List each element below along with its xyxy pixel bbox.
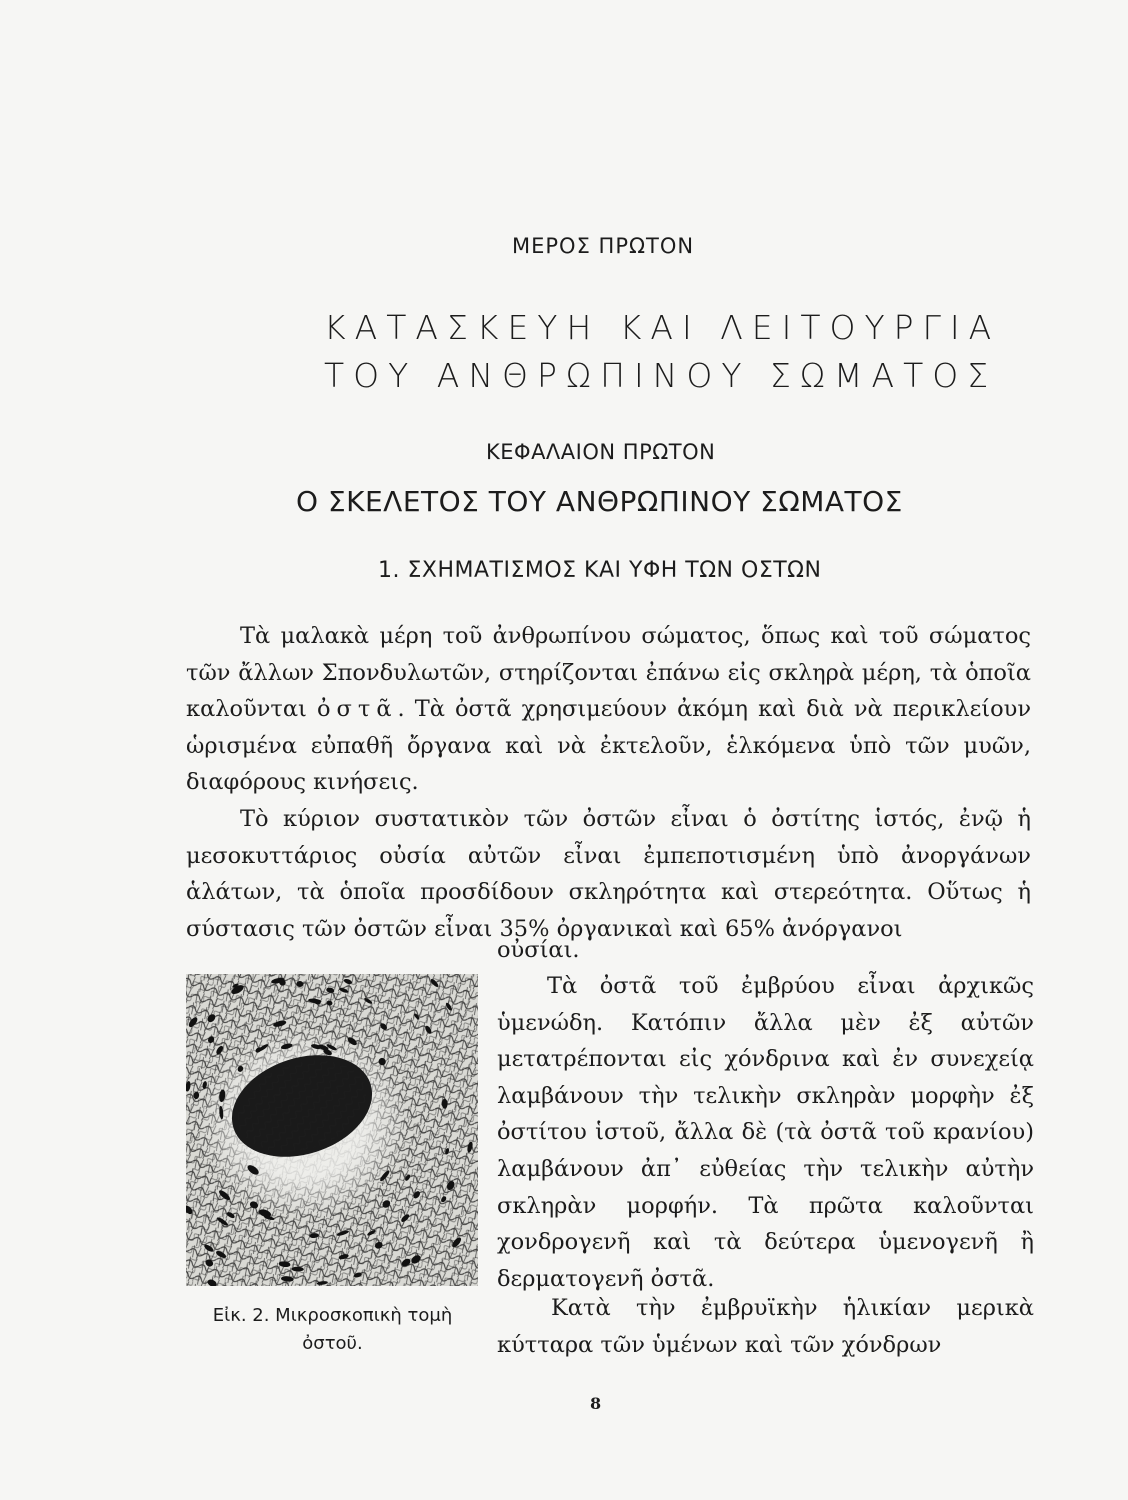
- paragraph-1-term: ὀστᾶ: [316, 696, 398, 723]
- paragraph-1: [186, 618, 1031, 801]
- page-number: 8: [590, 1394, 602, 1413]
- paragraph-1-part-a: Τὰ μαλακὰ μέρη τοῦ ἀνθρωπίνου σώματος, ὅπως καὶ τοῦ σώματος τῶν ἄλλων Σπονδυλωτῶν, στηρίζονται ἐπάνω εἰς σκληρὰ μέρη, τὰ ὁποῖα καλοῦνται: [186, 623, 1031, 723]
- bone-micrograph-figure: [186, 974, 478, 1286]
- section-title: 1. ΣΧΗΜΑΤΙΣΜΟΣ ΚΑΙ ΥΦΗ ΤΩΝ ΟΣΤΩΝ: [378, 558, 822, 583]
- paragraph-3: Τὰ ὀστᾶ τοῦ ἐμβρύου εἶναι ἀρχικῶς ὑμενώδη. Κατόπιν ἄλλα μὲν ἐξ αὐτῶν μετατρέπονται εἰς χόνδρινα καὶ ἐν συνεχείᾳ λαμβάνουν τὴν τελικὴν σκληρὰν μορφὴν ἐξ ὀστίτου ἱστοῦ, ἄλλα δὲ (τὰ ὀστᾶ τοῦ κρανίου) λαμβάνουν ἀπ᾽ εὐθείας τὴν τελικὴν αὐτὴν σκληρὰν μορφήν. Τὰ πρῶτα καλοῦνται χονδρογενῆ καὶ τὰ δεύτερα ὑμενογενῆ ἢ δερματογενῆ ὀστᾶ.: [497, 973, 1034, 1292]
- paragraph-1-part-b: . Τὰ ὀστᾶ χρησιμεύουν ἀκόμη καὶ διὰ νὰ περικλείουν ὡρισμένα εὐπαθῆ ὄργανα καὶ νὰ ἐκτελοῦν, ἑλκόμενα ὑπὸ τῶν μυῶν, διαφόρους κινήσεις.: [186, 696, 1031, 796]
- chapter-label: ΚΕΦΑΛΑΙΟΝ ΠΡΩΤΟΝ: [486, 440, 716, 464]
- bone-micrograph-image: [186, 974, 478, 1286]
- figure-caption: Εἰκ. 2. Μικροσκοπικὴ τομὴ ὀστοῦ.: [212, 1305, 453, 1354]
- main-title-line-2: ΤΟΥ ΑΝΘΡΩΠΙΝΟΥ ΣΩΜΑΤΟΣ: [324, 356, 998, 395]
- paragraph-4: Κατὰ τὴν ἐμβρυϊκὴν ἡλικίαν μερικὰ κύτταρα τῶν ὑμένων καὶ τῶν χόνδρων: [497, 1295, 1034, 1358]
- paragraph-2-end: οὐσίαι.: [497, 937, 580, 963]
- paragraph-2: Τὸ κύριον συστατικὸν τῶν ὀστῶν εἶναι ὁ ὀστίτης ἱστός, ἐνῷ ἡ μεσοκυττάριος οὐσία αὐτῶν εἶναι ἐμπεποτισμένη ὑπὸ ἀνοργάνων ἁλάτων, τὰ ὁποῖα προσδίδουν σκληρότητα καὶ στερεότητα. Οὕτως ἡ σύστασις τῶν ὀστῶν εἶναι 35% ὀργανικαὶ καὶ 65% ἀνόργανοι: [186, 806, 1031, 942]
- part-title: ΜΕΡΟΣ ΠΡΩΤΟΝ: [512, 234, 695, 258]
- main-title-line-1: ΚΑΤΑΣΚΕΥΗ ΚΑΙ ΛΕΙΤΟΥΡΓΙΑ: [324, 308, 1001, 347]
- chapter-title: Ο ΣΚΕΛΕΤΟΣ ΤΟΥ ΑΝΘΡΩΠΙΝΟΥ ΣΩΜΑΤΟΣ: [296, 485, 903, 518]
